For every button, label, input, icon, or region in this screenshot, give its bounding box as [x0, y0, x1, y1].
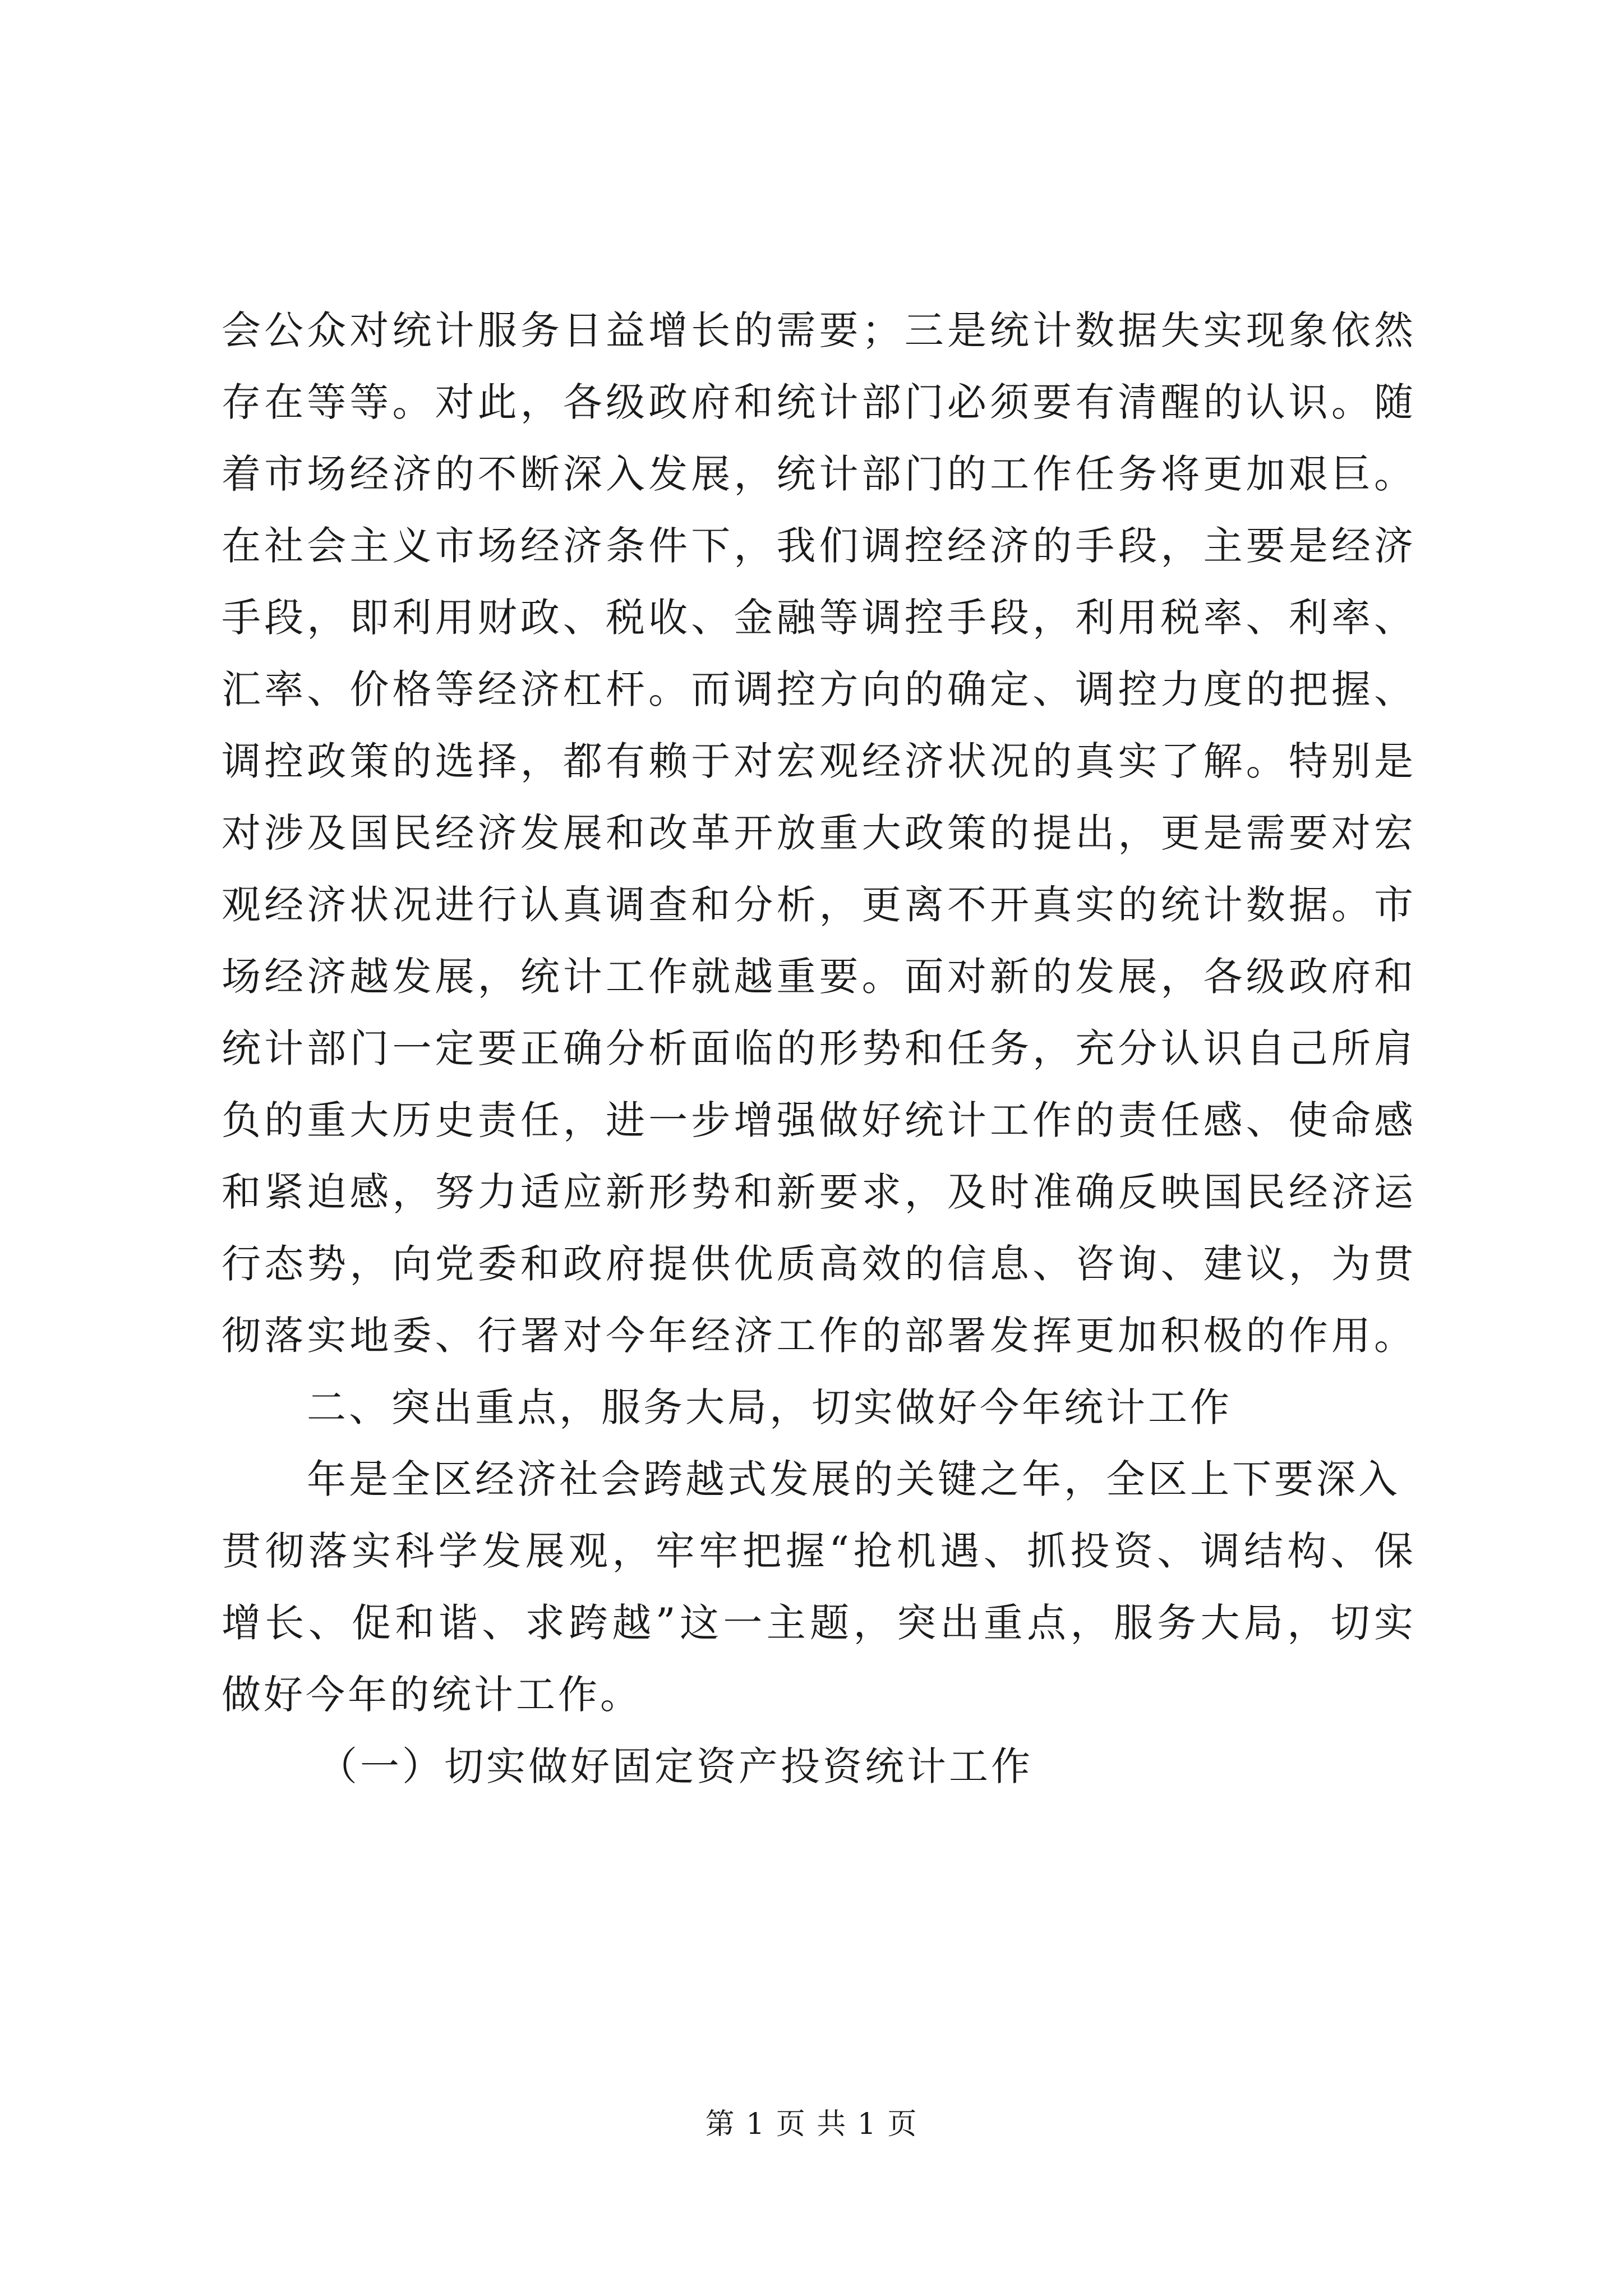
- text-line: 存在等等。对此，各级政府和统计部门必须要有清醒的认识。随: [222, 379, 1416, 425]
- text-line: 观经济状况进行认真调查和分析，更离不开真实的统计数据。市: [222, 882, 1416, 928]
- text-line: 负的重大历史责任，进一步增强做好统计工作的责任感、使命感: [222, 1097, 1416, 1143]
- text-line: 做好今年的统计工作。: [222, 1672, 642, 1718]
- text-line: 对涉及国民经济发展和改革开放重大政策的提出，更是需要对宏: [222, 810, 1416, 856]
- text-line: 着市场经济的不断深入发展，统计部门的工作任务将更加艰巨。: [222, 451, 1416, 497]
- text-line: 在社会主义市场经济条件下，我们调控经济的手段，主要是经济: [222, 523, 1416, 569]
- text-line: 年是全区经济社会跨越式发展的关键之年，全区上下要深入: [307, 1456, 1400, 1502]
- text-line: 调控政策的选择，都有赖于对宏观经济状况的真实了解。特别是: [222, 738, 1416, 784]
- text-line: 会公众对统计服务日益增长的需要；三是统计数据失实现象依然: [222, 307, 1416, 353]
- text-line: 汇率、价格等经济杠杆。而调控方向的确定、调控力度的把握、: [222, 666, 1416, 712]
- document-body: [222, 295, 1416, 1802]
- text-line: 场经济越发展，统计工作就越重要。面对新的发展，各级政府和: [222, 954, 1416, 1000]
- text-line: 彻落实地委、行署对今年经济工作的部署发挥更加积极的作用。: [222, 1313, 1416, 1359]
- text-line: 增长、促和谐、求跨越”这一主题，突出重点，服务大局，切实: [222, 1600, 1416, 1646]
- text-line: 行态势，向党委和政府提供优质高效的信息、咨询、建议，为贯: [222, 1241, 1416, 1287]
- text-line: 手段，即利用财政、税收、金融等调控手段，利用税率、利率、: [222, 595, 1416, 641]
- text-line: 和紧迫感，努力适应新形势和新要求，及时准确反映国民经济运: [222, 1169, 1416, 1215]
- text-line: 贯彻落实科学发展观，牢牢把握“抢机遇、抓投资、调结构、保: [222, 1528, 1416, 1574]
- subsection-heading: （一）切实做好固定资产投资统计工作: [318, 1743, 1033, 1789]
- text-line: 统计部门一定要正确分析面临的形势和任务，充分认识自己所肩: [222, 1025, 1416, 1071]
- section-heading: 二、突出重点，服务大局，切实做好今年统计工作: [307, 1384, 1232, 1430]
- page-footer: 第 1 页 共 1 页: [705, 2108, 918, 2141]
